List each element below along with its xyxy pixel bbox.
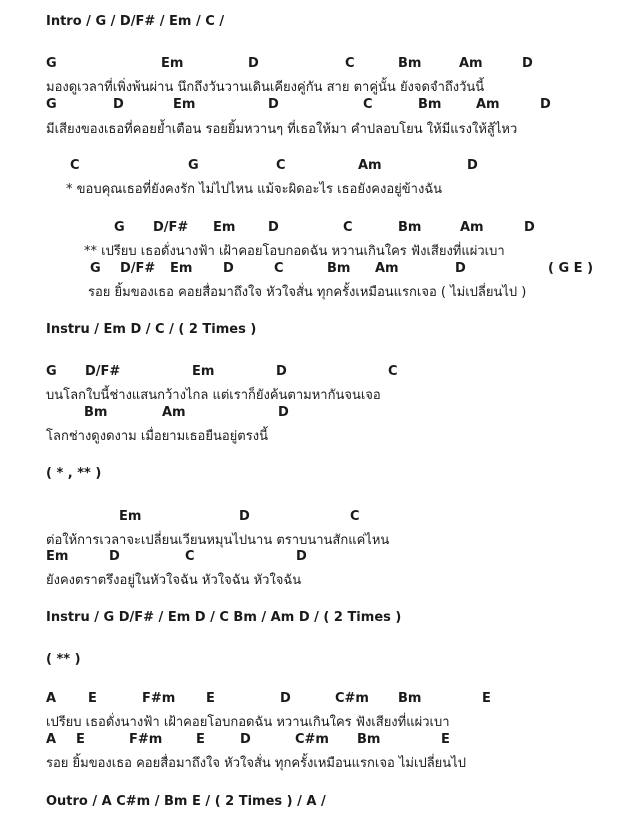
chord: D <box>276 364 287 379</box>
chorus2-chord-line-1 <box>0 220 620 238</box>
chord: D <box>296 549 307 564</box>
chord: C#m <box>295 732 329 747</box>
chord: Bm <box>398 220 422 235</box>
chord: Em <box>173 97 196 112</box>
chord: D <box>522 56 533 71</box>
chord: D <box>109 549 120 564</box>
chord: F#m <box>142 691 176 706</box>
instru2-line: Instru / G D/F# / Em D / C Bm / Am D / ( 2 Times ) <box>46 610 402 625</box>
final-chorus-chord-line-1 <box>0 691 620 709</box>
final-chorus-chord-line-2 <box>0 732 620 750</box>
chord: C <box>350 509 360 524</box>
chorus1-chord-line <box>0 158 620 176</box>
verse2-chord-line-1 <box>0 364 620 382</box>
chord: ( G E ) <box>548 261 594 276</box>
verse1-lyric-line-2 <box>0 118 620 136</box>
chord: D/F# <box>85 364 121 379</box>
chord: D <box>280 691 291 706</box>
chord: C <box>388 364 398 379</box>
chord: Am <box>358 158 382 173</box>
chord: F#m <box>129 732 163 747</box>
chord: D <box>278 405 289 420</box>
chord: C <box>276 158 286 173</box>
chord: Bm <box>84 405 108 420</box>
chord: Bm <box>398 56 422 71</box>
lyric: มองดูเวลาที่เพิ่งพ้นผ่าน นึกถึงวันวานเดินเคียงคู่กัน สาย ตาคู่นั้น ยังจดจำถึงวันนี้ <box>46 80 485 95</box>
chord: E <box>76 732 85 747</box>
chord: G <box>46 364 57 379</box>
chord: Bm <box>398 691 422 706</box>
chord: G <box>188 158 199 173</box>
lyric: โลกช่างดูงดงาม เมื่อยามเธอยืนอยู่ตรงนี้ <box>46 429 268 444</box>
chord: Em <box>119 509 142 524</box>
chord: D <box>455 261 466 276</box>
lyric: ต่อให้การเวลาจะเปลี่ยนเวียนหมุนไปนาน ตราบนานสักแค่ไหน <box>46 533 390 548</box>
chord: Em <box>46 549 69 564</box>
chord: Am <box>459 56 483 71</box>
lyric: * ขอบคุณเธอที่ยังคงรัก ไม่ไปไหน แม้จะผิดอะไร เธอยังคงอยู่ข้างฉัน <box>66 182 443 197</box>
chord: D <box>113 97 124 112</box>
chord: A <box>46 732 57 747</box>
repeat-marker-2: ( ** ) <box>46 652 81 667</box>
verse1-chord-line-2 <box>0 97 620 115</box>
chorus1-lyric-line <box>0 178 620 196</box>
chord: E <box>206 691 215 706</box>
chord: D <box>223 261 234 276</box>
chord: C <box>343 220 353 235</box>
chord: D <box>239 509 250 524</box>
intro-line: Intro / G / D/F# / Em / C / <box>46 14 225 29</box>
chord: G <box>46 97 57 112</box>
chord: Bm <box>357 732 381 747</box>
chord: C#m <box>335 691 369 706</box>
chord: E <box>196 732 205 747</box>
chord: D <box>524 220 535 235</box>
chord: D <box>540 97 551 112</box>
lyric: รอย ยิ้มของเธอ คอยสื่อมาถึงใจ หัวใจสั่น ทุกครั้งเหมือนแรกเจอ ไม่เปลี่ยนไป <box>46 756 466 771</box>
chord: D/F# <box>153 220 189 235</box>
bridge-chord-line-1 <box>0 509 620 527</box>
chord: D/F# <box>120 261 156 276</box>
chord: A <box>46 691 57 706</box>
lyric: ** เปรียบ เธอดั่งนางฟ้า เฝ้าคอยโอบกอดฉัน หวานเกินใคร ฟังเสียงที่แผ่วเบา <box>84 244 505 259</box>
chord: D <box>467 158 478 173</box>
chord: E <box>482 691 491 706</box>
chord: G <box>114 220 125 235</box>
chord: Am <box>460 220 484 235</box>
chord: C <box>274 261 284 276</box>
lyric: ยังคงตราตรึงอยู่ในหัวใจฉัน หัวใจฉัน หัวใจฉัน <box>46 573 302 588</box>
chord: Am <box>375 261 399 276</box>
chord: C <box>363 97 373 112</box>
outro-line: Outro / A C#m / Bm E / ( 2 Times ) / A / <box>46 794 326 809</box>
chord: C <box>185 549 195 564</box>
instru1-line: Instru / Em D / C / ( 2 Times ) <box>46 322 257 337</box>
chord: E <box>441 732 450 747</box>
chord: D <box>268 220 279 235</box>
chord: Em <box>170 261 193 276</box>
verse2-lyric-line-1 <box>0 384 620 402</box>
chord: E <box>88 691 97 706</box>
chord: D <box>240 732 251 747</box>
chord: C <box>345 56 355 71</box>
chord: D <box>248 56 259 71</box>
lyric: มีเสียงของเธอที่คอยย้ำเตือน รอยยิ้มหวานๆ ที่เธอให้มา คำปลอบโยน ให้มีแรงให้สู้ไหว <box>46 122 518 137</box>
bridge-lyric-line-2 <box>0 569 620 587</box>
bridge-chord-line-2 <box>0 549 620 567</box>
chord: Bm <box>418 97 442 112</box>
final-chorus-lyric-line-1 <box>0 711 620 729</box>
final-chorus-lyric-line-2 <box>0 752 620 770</box>
chord: G <box>90 261 101 276</box>
chorus2-chord-line-2 <box>0 261 620 279</box>
lyric: บนโลกใบนี้ช่างแสนกว้างไกล แต่เราก็ยังค้นตามหากันจนเจอ <box>46 388 381 403</box>
chord: D <box>268 97 279 112</box>
chorus2-lyric-line-2 <box>0 281 620 299</box>
verse2-lyric-line-2 <box>0 425 620 443</box>
chord: G <box>46 56 57 71</box>
verse2-chord-line-2 <box>0 405 620 423</box>
chorus2-lyric-line-1 <box>0 240 620 258</box>
chord: Am <box>476 97 500 112</box>
chord: Bm <box>327 261 351 276</box>
chord: C <box>70 158 80 173</box>
bridge-lyric-line-1 <box>0 529 620 547</box>
repeat-marker-1: ( * , ** ) <box>46 466 102 481</box>
verse1-chord-line-1 <box>0 56 620 74</box>
lyric: รอย ยิ้มของเธอ คอยสื่อมาถึงใจ หัวใจสั่น ทุกครั้งเหมือนแรกเจอ ( ไม่เปลี่ยนไป ) <box>88 285 527 300</box>
chord: Em <box>161 56 184 71</box>
lyric: เปรียบ เธอดั่งนางฟ้า เฝ้าคอยโอบกอดฉัน หวานเกินใคร ฟังเสียงที่แผ่วเบา <box>46 715 450 730</box>
verse1-lyric-line-1 <box>0 76 620 94</box>
chord: Em <box>213 220 236 235</box>
chord: Em <box>192 364 215 379</box>
chord: Am <box>162 405 186 420</box>
